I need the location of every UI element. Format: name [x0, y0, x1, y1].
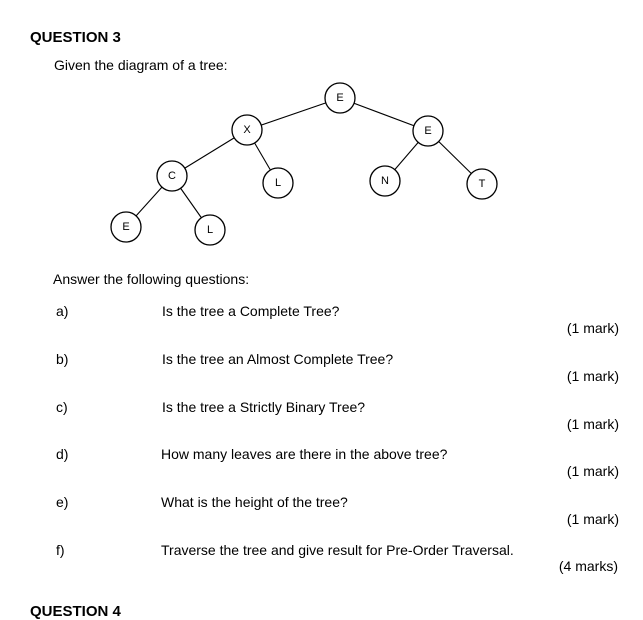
tree-node-x — [232, 115, 262, 145]
question-title: QUESTION 3 — [30, 29, 121, 46]
answer-instructions: Answer the following questions: — [53, 271, 250, 287]
tree-node-label: E — [122, 221, 130, 233]
tree-node-label: E — [424, 125, 432, 137]
tree-node-label: L — [206, 224, 214, 236]
question-text: Is the tree a Complete Tree? — [162, 303, 340, 319]
tree-diagram — [0, 0, 643, 270]
question-text: How many leaves are there in the above tree? — [161, 446, 448, 462]
question-intro: Given the diagram of a tree: — [54, 57, 228, 73]
tree-node-e2 — [413, 116, 443, 146]
question-label: d) — [56, 446, 69, 462]
tree-node-n — [370, 166, 400, 196]
question-marks: (1 mark) — [566, 416, 619, 432]
tree-node-root — [325, 83, 355, 113]
tree-node-l2 — [195, 215, 225, 245]
question-label: b) — [56, 351, 69, 367]
tree-node-label: N — [381, 175, 389, 187]
question-text: What is the height of the tree? — [161, 494, 348, 510]
tree-node-label: T — [478, 178, 486, 190]
tree-node-e3 — [111, 212, 141, 242]
tree-node-label: C — [168, 170, 176, 182]
question-label: f) — [56, 542, 65, 558]
tree-node-l1 — [263, 168, 293, 198]
question-marks: (1 mark) — [566, 368, 619, 384]
tree-node-label: L — [274, 177, 282, 189]
question-text: Is the tree a Strictly Binary Tree? — [162, 399, 366, 415]
question-label: c) — [56, 399, 68, 415]
tree-node-label: E — [336, 92, 344, 104]
tree-node-t — [467, 169, 497, 199]
question-label: a) — [56, 303, 69, 319]
question-marks: (1 mark) — [566, 511, 619, 527]
next-question-title: QUESTION 4 — [30, 603, 121, 620]
question-marks: (1 mark) — [566, 463, 619, 479]
question-label: e) — [56, 494, 69, 510]
tree-node-label: X — [243, 124, 251, 136]
question-text: Traverse the tree and give result for Pre-Order Traversal. — [161, 542, 514, 558]
question-marks: (1 mark) — [566, 320, 619, 336]
question-marks: (4 marks) — [558, 558, 618, 574]
question-text: Is the tree an Almost Complete Tree? — [162, 351, 394, 367]
tree-node-c — [157, 161, 187, 191]
